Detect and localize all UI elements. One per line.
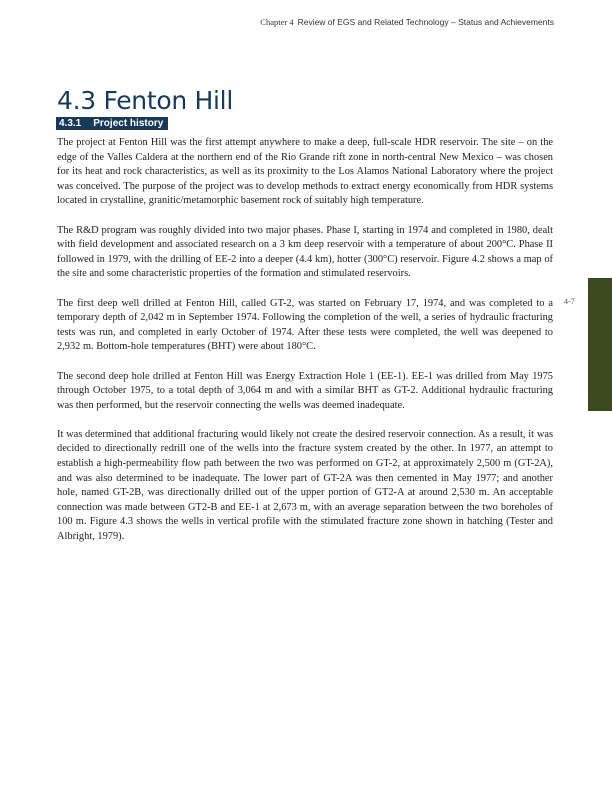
section-title: 4.3 Fenton Hill	[57, 86, 233, 115]
chapter-label: Chapter 4	[260, 17, 294, 27]
paragraph: The project at Fenton Hill was the first attempt anywhere to make a deep, full-scale HDR reservoir. The site – on the edge of the Valles Caldera at the northern end of the Rio Grande rift zone in north-central New Mexico – was chosen for its heat and rock characteristics, as well as its proximity to the Los Alamos National Laboratory where the project was conceived. The purpose of the project was to develop methods to extract energy economically from HDR systems located in crystalline, granitic/metamorphic basement rock of suitably high temperature.	[57, 137, 553, 207]
page-number: 4-7	[564, 297, 575, 306]
subsection-title: Project history	[93, 118, 164, 129]
chapter-title: Review of EGS and Related Technology – Status and Achievements	[297, 17, 554, 27]
paragraph: The second deep hole drilled at Fenton Hill was Energy Extraction Hole 1 (EE-1). EE-1 was drilled from May 1975 through October 1975, to a total depth of 3,064 m and with a similar BHT as GT-2. Additional hydraulic fracturing was then performed, but the reservoir connecting the wells was deemed inadequate.	[57, 370, 553, 411]
running-header	[260, 17, 554, 27]
paragraph: The R&D program was roughly divided into two major phases. Phase I, starting in 1974 and completed in 1980, dealt with field development and associated research on a 3 km deep reservoir with a temperature of about 200°C. Phase II followed in 1979, with the drilling of EE-2 into a deeper (4.4 km), hotter (300°C) reservoir. Figure 4.2 shows a map of the site and some characteristic properties of the formation and stimulated reservoirs.	[57, 224, 553, 280]
paragraph: It was determined that additional fracturing would likely not create the desired reservoir connection. As a result, it was decided to directionally redrill one of the wells into the fracture system created by the other. In 1977, an attempt to establish a high-permeability flow path between the two was performed on GT-2, at approximately 2,500 m (GT-2A), and was also determined to be inadequate. The lower part of GT-2A was then cemented in May 1977; and another hole, named GT-2B, was directionally drilled out of the upper portion of GT2-A at around 2,530 m. An acceptable connection was made between GT2-B and EE-1 at 2,673 m, with an average separation between the two boreholes of 100 m. Figure 4.3 shows the wells in vertical profile with the stimulated fracture zone shown in hatching (Tester and Albright, 1979).	[57, 428, 553, 543]
subsection-heading	[56, 117, 168, 130]
chapter-tab-marker	[588, 278, 612, 411]
subsection-number: 4.3.1	[59, 118, 82, 129]
body-text	[57, 136, 553, 559]
paragraph: The first deep well drilled at Fenton Hill, called GT-2, was started on February 17, 1974, and was completed to a temporary depth of 2,042 m in September 1974. Following the completion of the well, a series of hydraulic fracturing tests was run, and completed in early October of 1974. After these tests were completed, the well was deepened to 2,932 m. Bottom-hole temperatures (BHT) were about 180°C.	[57, 297, 553, 353]
